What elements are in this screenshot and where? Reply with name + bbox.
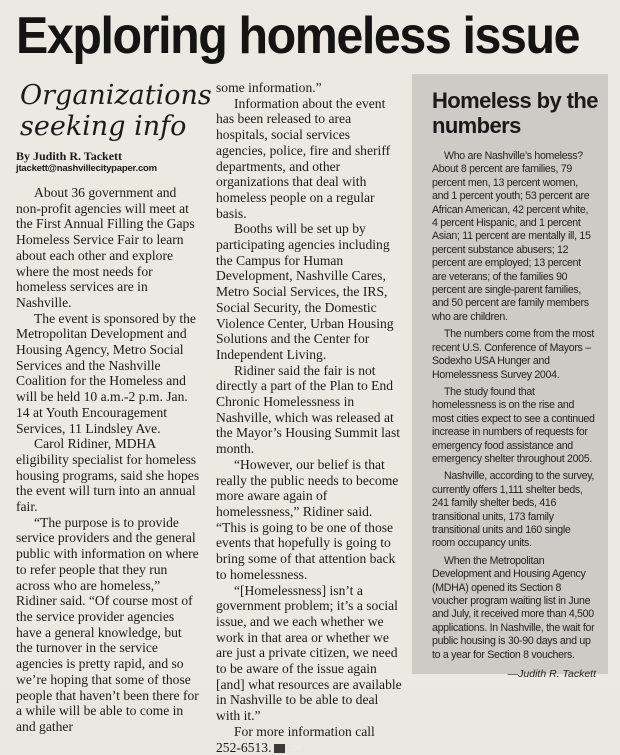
sidebar-paragraph: Nashville, according to the survey, currently offers 1,111 shelter beds, 241 family shelter beds, 416 transitional units, 173 family transitional units and 160 single room occupancy units. <box>432 470 595 550</box>
sidebar-body <box>432 150 596 662</box>
article-paragraph: Information about the event has been released to area hospitals, social services agencies, police, fire and sheriff departments, and other organizations that deal with homeless people on a regular basis. <box>216 95 391 221</box>
end-mark-icon: CP <box>274 744 285 753</box>
sidebar-signature: —Judith R. Tackett <box>507 668 596 681</box>
sidebar-paragraph: The study found that homelessness is on the rise and most cities expect to see a continued increase in numbers of requests for emergency food assistance and emergency shelter throughout 2005. <box>432 385 595 465</box>
article-paragraph: The event is sponsored by the Metropolitan Development and Housing Agency, Metro Social Services and the Nashville Coalition for the Homeless and will be held 10 a.m.-2 p.m. Jan. 14 at Youth Encouragement Services, 11 Lindsley Ave. <box>16 310 196 436</box>
article-paragraph: Booths will be set up by participating agencies including the Campus for Human Development, Nashville Cares, Metro Social Services, the IRS, Social Security, the Domestic Violence Center, Urban Housing Solutions and the Center for Independent Living. <box>216 221 394 362</box>
sidebar-paragraph: The numbers come from the most recent U.S. Conference of Mayors – Sodexho USA Hunger and Homelessness Survey 2004. <box>432 328 594 381</box>
sidebar-box <box>412 74 608 681</box>
article-paragraph: “However, our belief is that really the public needs to become more aware again of homelessness,” Ridiner said. “This is going to be one of those events that hopefully is going to bring some of that attention back to homelessness. <box>216 456 399 582</box>
article-paragraph: Ridiner said the fair is not directly a part of the Plan to End Chronic Homelessness in Nashville, which was released at the Mayor’s Housing Summit last month. <box>216 362 401 457</box>
article-paragraph: Carol Ridiner, MDHA eligibility specialist for homeless housing programs, said she hopes the event will turn into an annual fair. <box>16 436 200 515</box>
byline: By Judith R. Tackett <box>16 149 123 163</box>
article-column-2 <box>216 80 402 755</box>
article-subhead: Organizations seeking info <box>20 80 212 142</box>
article-paragraph: About 36 government and non-profit agencies will meet at the First Annual Filling the Gaps Homeless Service Fair to learn about each other and explore where the most needs for homeless services are in Nashville. <box>16 185 195 310</box>
article-paragraph: some information.” <box>216 80 322 95</box>
article-column-1 <box>16 80 212 735</box>
headline: Exploring homeless issue <box>16 7 580 65</box>
article-paragraph: “[Homelessness] isn’t a government problem; it’s a social issue, and we each whether we work in that area or whether we are just a private citizen, we need to be aware of the issue again [and] what resources are available in Nashville to be able to deal with it.” <box>216 582 402 724</box>
sidebar-paragraph: When the Metropolitan Development and Housing Agency (MDHA) opened its Section 8 voucher program waiting list in June and July, it received more than 4,500 applications. In Nashville, the wait for public housing is 30-90 days and up to a year for Section 8 vouchers. <box>432 554 595 661</box>
article-closing-text: For more information call 252-6513. <box>216 723 375 755</box>
author-email: jtackett@nashvillecitypaper.com <box>16 163 157 174</box>
sidebar-paragraph: Who are Nashville’s homeless? About 8 percent are families, 79 percent men, 13 percent women, and 1 percent youth; 53 percent are African American, 42 percent white, 4 percent Hispanic, and 1 percent Asian; 11 percent are mentally ill, 15 percent substance abusers; 12 percent are employed; 13 percent are veterans; of the families 90 percent are single-parent families, and 50 percent are family members who are children. <box>432 150 591 323</box>
sidebar-title: Homeless by the numbers <box>432 88 598 138</box>
article-paragraph: “The purpose is to provide service providers and the general public with information on where to refer people that they run across who are homeless,” Ridiner said. “Of course most of the service provider agencies have a general knowledge, but the turnover in the service agencies is pretty rapid, and so we’re hoping that some of those people that haven’t been there for a while will be able to come in and gather <box>16 514 199 734</box>
article-paragraph-last <box>216 724 402 755</box>
